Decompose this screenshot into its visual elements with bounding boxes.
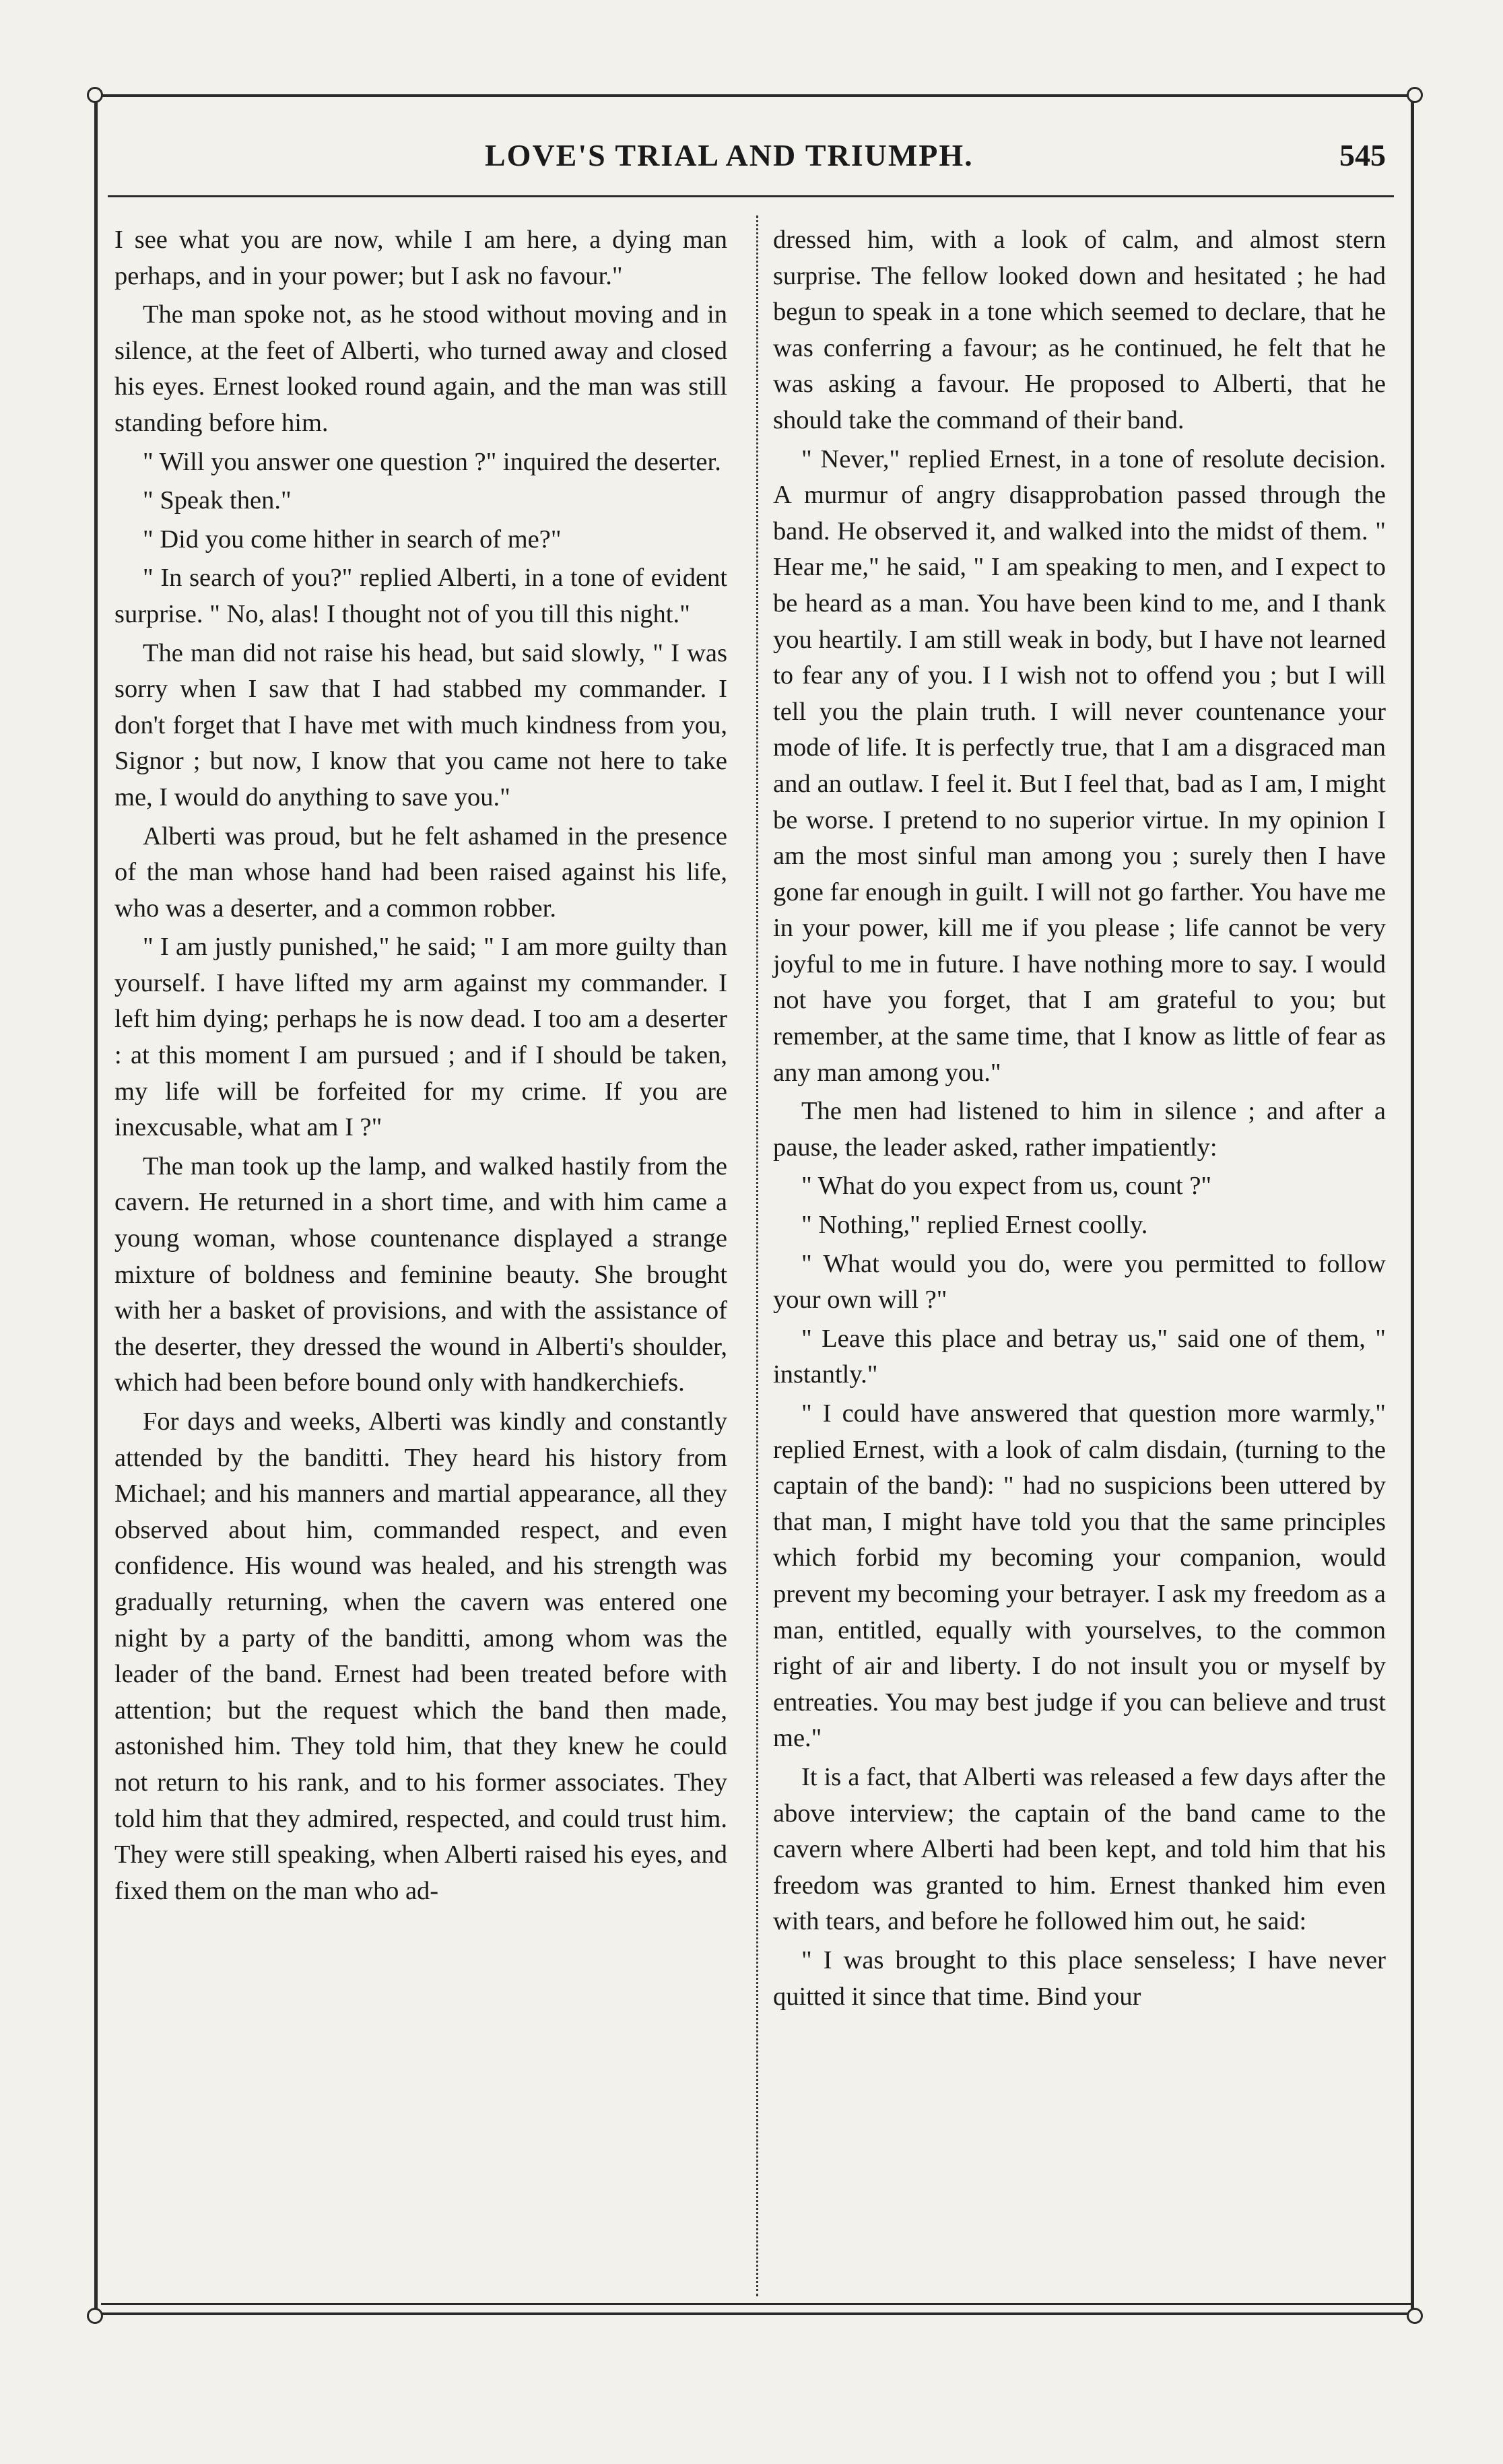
corner-ornament-top-left bbox=[87, 87, 103, 103]
paragraph: " What would you do, were you permitted to follow your own will ?" bbox=[773, 1249, 1386, 1314]
running-title: LOVE'S TRIAL AND TRIUMPH. bbox=[485, 138, 974, 172]
header-rule bbox=[108, 195, 1394, 197]
paragraph: " In search of you?" replied Alberti, in a tone of evident surprise. " No, alas! I thought not of you till this night." bbox=[114, 564, 727, 628]
column-divider bbox=[756, 215, 758, 2296]
paragraph: " Never," replied Ernest, in a tone of resolute decision. A murmur of angry disapprobation passed through the band. He observed it, and walked into the midst of them. " Hear me," he said, " I am speaking to men, and I expect to be heard as a man. You have been kind to me, and I thank you heartily. I am still weak in body, but I have not learned to fear any of you. I I wish not to offend you ; but I will tell you the plain truth. I will never countenance your mode of life. It is perfectly true, that I am a disgraced man and an outlaw. I feel it. But I feel that, bad as I am, I might be worse. I pretend to no superior virtue. In my opinion I am the most sinful man among you ; surely then I have gone far enough in guilt. I will not go farther. You have me in your power, kill me if you please ; life cannot be very joyful to me in future. I have nothing more to say. I would not have you forget, that I am grateful to you; but remember, at the same time, that I know as little of fear as any man among you." bbox=[773, 444, 1386, 1087]
paragraph: The man took up the lamp, and walked hastily from the cavern. He returned in a short time, and with him came a young woman, whose countenance displayed a strange mixture of boldness and feminine beauty. She brought with her a basket of provisions, and with the assistance of the deserter, they dressed the wound in Alberti's shoulder, which had been before bound only with handkerchiefs. bbox=[114, 1152, 727, 1397]
paragraph: " What do you expect from us, count ?" bbox=[801, 1172, 1212, 1201]
paragraph: " I could have answered that question more warmly," replied Ernest, with a look of calm disdain, (turning to the captain of the band): " had no suspicions been uttered by that man, I might have told you that the same principles which forbid my becoming your companion, would prevent my becoming your betrayer. I ask my freedom as a man, entitled, equally with yourselves, to the common right of air and liberty. I do not insult you or myself by entreaties. You may best judge if you can believe and trust me." bbox=[773, 1399, 1386, 1753]
paragraph: The man did not raise his head, but said slowly, " I was sorry when I saw that I had stabbed my commander. I don't forget that I have met with much kindness from you, Signor ; but now, I know that you came not here to take me, I would do anything to save you." bbox=[114, 638, 727, 811]
paragraph: " Nothing," replied Ernest coolly. bbox=[801, 1211, 1148, 1240]
paragraph: It is a fact, that Alberti was released a few days after the above interview; the captain of the band came to the cavern where Alberti had been kept, and told him that his freedom was granted to him. Ernest thanked him even with tears, and before he followed him out, he said: bbox=[773, 1762, 1386, 1936]
page-header bbox=[108, 135, 1401, 182]
paragraph: Alberti was proud, but he felt ashamed in the presence of the man whose hand had been raised against his life, who was a deserter, and a common robber. bbox=[114, 822, 727, 923]
corner-ornament-bottom-left bbox=[87, 2308, 103, 2324]
paragraph: " Leave this place and betray us," said one of them, " instantly." bbox=[773, 1324, 1386, 1389]
paragraph: " I was brought to this place senseless; I have never quitted it since that time. Bind your bbox=[773, 1945, 1386, 2011]
page-number: 545 bbox=[1339, 138, 1386, 172]
paragraph: The man spoke not, as he stood without moving and in silence, at the feet of Alberti, who turned away and closed his eyes. Ernest looked round again, and the man was still standing before him. bbox=[114, 300, 727, 437]
paragraph: " Speak then." bbox=[143, 486, 292, 515]
left-column bbox=[114, 222, 727, 1909]
right-column bbox=[773, 222, 1386, 2015]
paragraph: The men had listened to him in silence ; and after a pause, the leader asked, rather impatiently: bbox=[773, 1097, 1386, 1162]
paragraph: I see what you are now, while I am here, a dying man perhaps, and in your power; but I ask no favour." bbox=[114, 226, 727, 290]
footer-rule bbox=[101, 2303, 1414, 2305]
paragraph: For days and weeks, Alberti was kindly and constantly attended by the banditti. They heard his history from Michael; and his manners and martial appearance, all they observed about him, commanded respect, and even confidence. His wound was healed, and his strength was gradually returning, when the cavern was entered one night by a party of the banditti, among whom was the leader of the band. Ernest had been treated before with attention; but the request which the band then made, astonished him. They told him, that they knew he could not return to his rank, and to his former associates. They told him that they admired, respected, and could trust him. They were still speaking, when Alberti raised his eyes, and fixed them on the man who ad- bbox=[114, 1407, 727, 1905]
corner-ornament-bottom-right bbox=[1407, 2308, 1423, 2324]
paragraph: " Will you answer one question ?" inquired the deserter. bbox=[143, 447, 721, 476]
paragraph: " I am justly punished," he said; " I am more guilty than yourself. I have lifted my arm against my commander. I left him dying; perhaps he is now dead. I too am a deserter : at this moment I am pursued ; and if I should be taken, my life will be forfeited for my crime. If you are inexcusable, what am I ?" bbox=[114, 933, 727, 1142]
corner-ornament-top-right bbox=[1407, 87, 1423, 103]
paragraph: " Did you come hither in search of me?" bbox=[143, 525, 562, 554]
paragraph: dressed him, with a look of calm, and almost stern surprise. The fellow looked down and hesitated ; he had begun to speak in a tone which seemed to declare, that he was conferring a favour; as he continued, he felt that he was asking a favour. He proposed to Alberti, that he should take the command of their band. bbox=[773, 226, 1386, 434]
